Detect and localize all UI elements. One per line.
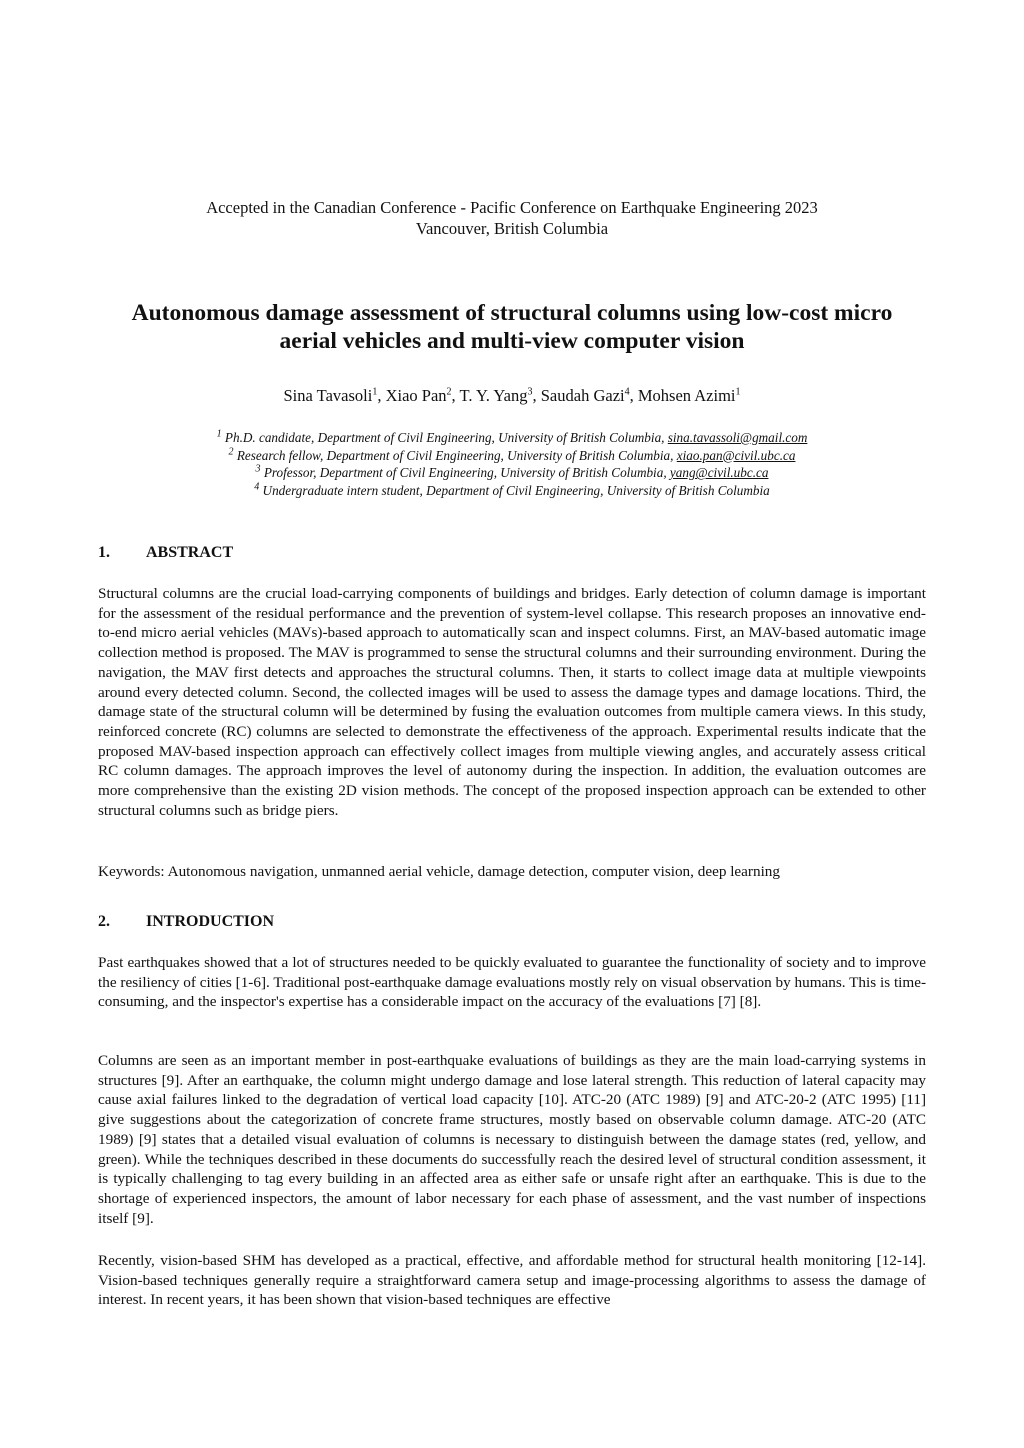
abstract-text: Structural columns are the crucial load-carrying components of buildings and bridges. Early detection of column damage is important for the assessment of the residual performance and the prevention of system-level collapse. This research proposes an innovative end-to-end micro aerial vehicles (MAVs)-based approach to automatically scan and inspect columns. First, an MAV-based automatic image collection method is proposed. The MAV is programmed to sense the structural columns and their surrounding environment. During the navigation, the MAV first detects and approaches the structural columns. Then, it starts to collect image data at multiple viewpoints around every detected column. Second, the collected images will be used to assess the damage types and damage locations. Third, the damage state of the structural column will be determined by fusing the evaluation outcomes from multiple camera views. In this study, reinforced concrete (RC) columns are selected to demonstrate the effectiveness of the approach. Experimental results indicate that the proposed MAV-based inspection approach can effectively collect images from multiple viewing angles, and accurately assess critical RC column damages. The approach improves the level of autonomy during the inspection. In addition, the evaluation outcomes are more comprehensive than the existing 2D vision methods. The concept of the proposed inspection approach can be extended to other structural columns such as bridge piers.: [98, 585, 926, 819]
conference-line: Accepted in the Canadian Conference - Pacific Conference on Earthquake Engineering 2023: [206, 198, 818, 217]
section-title: ABSTRACT: [146, 544, 234, 561]
paper-title: [98, 299, 926, 355]
author: Xiao Pan$^2$,: [385, 386, 460, 405]
section-heading-abstract: [98, 543, 233, 563]
email-link[interactable]: sina.tavassoli@gmail.com: [667, 430, 808, 445]
affiliation: $^2$ Research fellow, Department of Civil Engineering, University of British Columbia, xiao.pan@civil.ubc.ca: [228, 446, 796, 463]
section-title: INTRODUCTION: [146, 913, 275, 930]
email-link[interactable]: xiao.pan@civil.ubc.ca: [676, 447, 796, 463]
intro-paragraph: Columns are seen as an important member in post-earthquake evaluations of buildings as they are the main load-carrying systems in structures [9]. After an earthquake, the column might undergo damage and lose lateral strength. This reduction of lateral capacity may cause axial failures linked to the degradation of vertical load capacity [10]. ATC-20 (ATC 1989) [9] and ATC-20-2 (ATC 1995) [11] give suggestions about the categorization of concrete frame structures, mostly based on observable column damage. ATC-20 (ATC 1989) [9] states that a detailed visual evaluation of columns is necessary to distinguish between the damage states (red, yellow, and green). While the techniques described in these documents do successfully reach the desired level of structural condition assessment, it is typically challenging to tag every building in an affected area as either safe or unsafe right after an earthquake. This is due to the shortage of experienced inspectors, the amount of labor necessary for each phase of assessment, and the vast number of inspections itself [9].: [98, 1052, 926, 1227]
section-number: 2.: [98, 913, 110, 930]
affiliation: $^1$ Ph.D. candidate, Department of Civil Engineering, University of British Columbia, sina.tavassoli@gmail.com: [216, 428, 808, 445]
affiliations: [98, 429, 926, 499]
author: T. Y. Yang$^3$,: [459, 386, 541, 405]
affiliation: $^3$ Professor, Department of Civil Engineering, University of British Columbia, yang@civil.ubc.ca: [255, 463, 769, 481]
section-heading-introduction: [98, 912, 274, 932]
title-line: Autonomous damage assessment of structural columns using low-cost micro: [131, 300, 893, 326]
author: Saudah Gazi$^4$,: [540, 386, 638, 405]
author: Mohsen Azimi$^1$: [637, 386, 741, 405]
keywords: Keywords: Autonomous navigation, unmanned aerial vehicle, damage detection, computer vision, deep learning: [98, 863, 780, 880]
conference-location: Vancouver, British Columbia: [415, 219, 609, 238]
email-link[interactable]: yang@civil.ubc.ca: [669, 465, 769, 481]
author: Sina Tavasoli$^1$,: [283, 386, 386, 405]
author-list: [98, 386, 926, 406]
intro-paragraph: Recently, vision-based SHM has developed as a practical, effective, and affordable method for structural health monitoring [12-14]. Vision-based techniques generally require a straightforward camera setup and image-processing algorithms to assess the damage of interest. In recent years, it has been shown that vision-based techniques are effective: [98, 1252, 926, 1309]
section-number: 1.: [98, 544, 110, 561]
affiliation: $^4$ Undergraduate intern student, Department of Civil Engineering, University of British Columbia: [254, 481, 770, 498]
intro-paragraph: Past earthquakes showed that a lot of structures needed to be quickly evaluated to guarantee the functionality of society and to improve the resiliency of cities [1-6]. Traditional post-earthquake damage evaluations mostly rely on visual observation by humans. This is time-consuming, and the inspector's expertise has a considerable impact on the accuracy of the evaluations [7] [8].: [98, 954, 926, 1011]
title-line: aerial vehicles and multi-view computer vision: [279, 328, 745, 354]
conference-note: [98, 197, 926, 239]
